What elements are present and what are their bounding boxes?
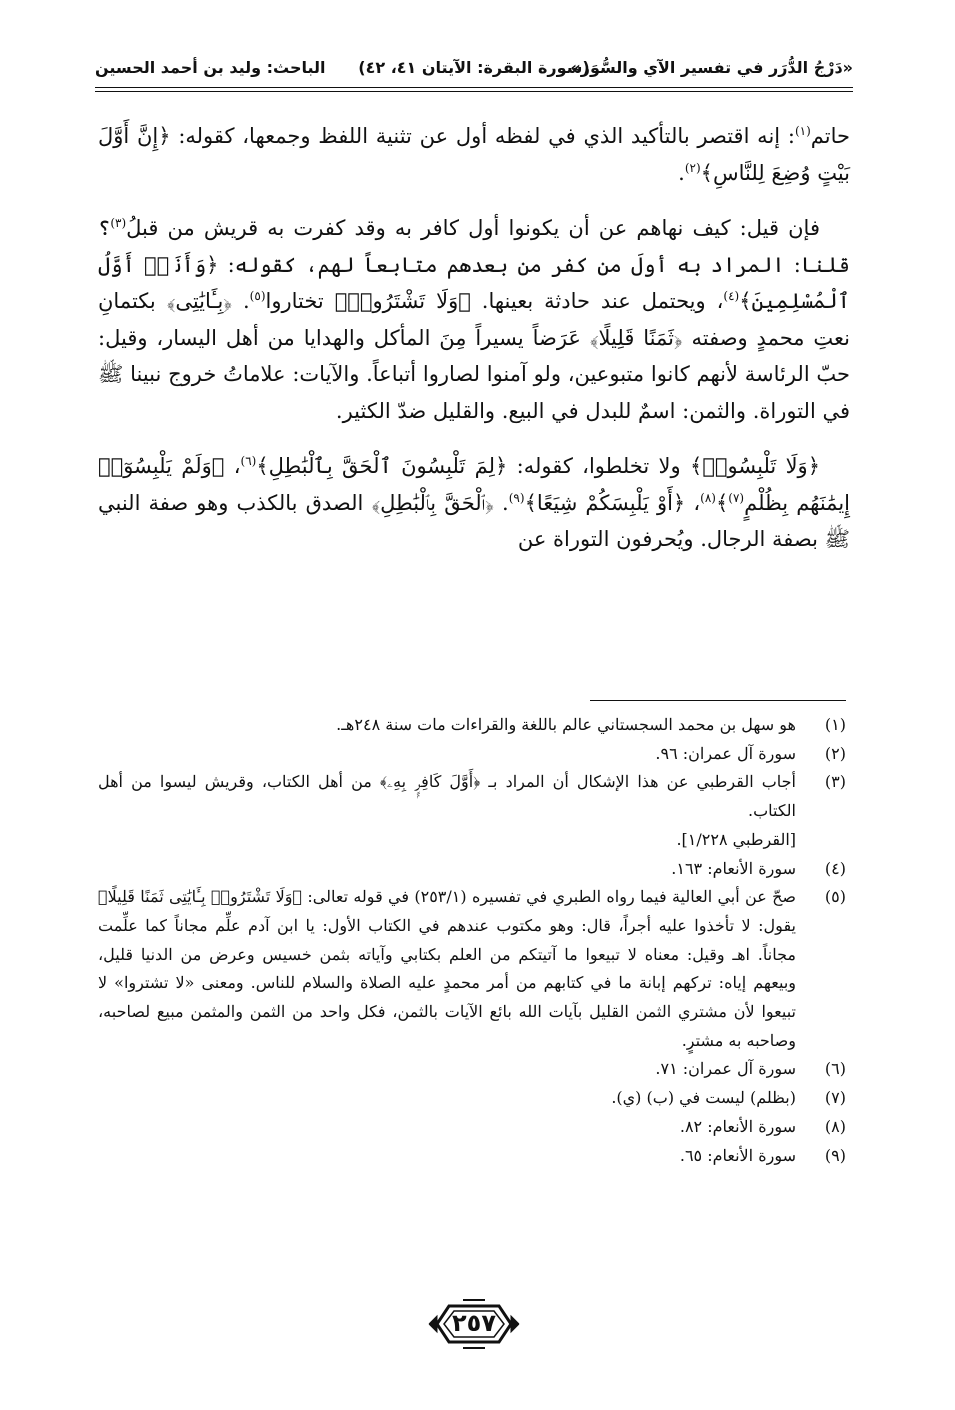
paragraph-3	[98, 448, 850, 558]
quran-quote: ﴿ٱلْحَقَّ بِٱلْبَٰطِلِ﴾	[371, 490, 494, 515]
footnote-item	[98, 855, 846, 884]
text-run: ولا تخلطوا، كقوله:	[507, 454, 691, 478]
page-number: ٢٥٧	[452, 1309, 496, 1337]
header-rule-thin	[95, 91, 853, 92]
footnote-text: سورة آل عمران: ٩٦.	[655, 743, 796, 763]
quran-quote: ﴿وَلَا تَلْبِسُوا۟﴾	[690, 454, 821, 478]
quran-quote: ﴿وَأَنَا۠ أَوَّلُ ٱلْمُسْلِمِينَ﴾	[98, 252, 850, 313]
text-run: .	[232, 289, 250, 313]
footnote-item	[98, 1084, 846, 1113]
quran-quote-close: ﴾	[715, 490, 729, 515]
footnote-item	[98, 711, 846, 740]
text-run: تختاروا	[265, 289, 335, 313]
footnote-number: (٢)	[824, 743, 846, 763]
text-run: فإن قيل: كيف نهاهم عن أن يكونوا أول كافر به وقد كفرت به قريش من قبلُ	[126, 216, 820, 240]
footnote-text: هو سهل بن محمد السجستاني عالم باللغة والقراءات مات سنة ٢٤٨هـ.	[336, 715, 796, 734]
footnote-number: (٧)	[824, 1088, 846, 1108]
text-run: .	[678, 160, 685, 185]
footnote-ref-8[interactable]: (٨)	[700, 490, 716, 505]
footnote-number: (٦)	[824, 1059, 846, 1079]
footnote-number: (٩)	[824, 1145, 846, 1165]
quran-quote: ﴿إِنَّ أَوَّلَ بَيْتٍ وُضِعَ لِلنَّاسِ﴾	[98, 124, 850, 185]
quran-quote: ﴿أَوْ يَلْبِسَكُمْ شِيَعًا﴾	[524, 490, 686, 515]
footnote-ref-5[interactable]: (٥)	[249, 289, 266, 303]
header-rule	[95, 87, 853, 88]
running-header	[95, 58, 853, 86]
text-run: : إنه اقتصر بالتأكيد الذي في لفظه أول عن تثنية اللفظ وجمعها، كقوله:	[170, 124, 795, 148]
main-text	[98, 118, 850, 577]
text-run: ،	[685, 490, 701, 515]
footnote-number: (٨)	[824, 1116, 846, 1136]
footnote-text: أجاب القرطبي عن هذا الإشكال أن المراد بـ ﴿أَوَّلَ كَافِرٍۭ بِهِۦ﴾ من أهل الكتاب، وقريش ليسوا من أهل الكتاب.	[98, 772, 796, 821]
footnote-item	[98, 1113, 846, 1142]
footnote-text: سورة آل عمران: ٧١.	[655, 1059, 796, 1079]
surah-reference: (سورة البقرة: الآيتان ٤١، ٤٢)	[358, 58, 590, 77]
footnote-item	[98, 768, 846, 854]
text-run: حاتم	[810, 124, 850, 148]
footnote-ref-2[interactable]: (٢)	[684, 160, 701, 175]
footnote-text: سورة الأنعام: ٦٥.	[679, 1145, 796, 1165]
footnote-separator	[590, 700, 846, 701]
text-run: الصدق بالكذب وهو صفة النبي ﷺ بصفة الرجال. ويُحرفون التوراة عن	[98, 490, 850, 551]
footnote-item	[98, 1142, 846, 1171]
footnote-text-block	[98, 768, 806, 854]
quran-quote: ﴿لِمَ تَلْبِسُونَ ٱلْحَقَّ بِٱلْبَٰطِلِ﴾	[256, 454, 508, 478]
page-number-ornament	[427, 1298, 521, 1350]
footnote-item	[98, 1055, 846, 1084]
text-run: ؟ قلنا: المراد به أولَ من كفر من بعدهم متابعاً لهم، كقوله:	[98, 216, 850, 277]
text-run: ،	[224, 454, 241, 478]
quran-quote: ﴿وَلَمْ يَلْبِسُوٓا۟ إِيمَٰنَهُم بِظُلْمٍ	[98, 454, 851, 515]
footnote-ref-9[interactable]: (٩)	[508, 490, 525, 505]
footnote-text: (بظلم) ليست في (ب) (ي).	[611, 1088, 796, 1108]
footnote-item	[98, 883, 846, 1055]
footnotes	[98, 711, 846, 1170]
quran-quote: ﴿بِـَٔايَٰتِى﴾	[166, 289, 233, 313]
footnote-text: سورة الأنعام: ١٦٣.	[671, 858, 796, 878]
footnote-item	[98, 740, 846, 769]
text-run: بكتمانِ نعتِ محمدٍ وصفته	[98, 289, 850, 350]
footnote-text: صحّ عن أبي العالية فيما رواه الطبري في تفسيره (٢٥٣/١) في قوله تعالى: ﴿وَلَا تَشْتَرُوا۟ بِـَٔايَٰتِى ثَمَنًا قَلِيلًا﴾ يقول: لا تأخذوا عليه أجراً، قال: وهو مكتوب عندهم في الكتاب الأول: يا ابن آدم علِّم مجاناً كما علِّمت مجاناً. اهـ وقيل: معناه لا تبيعوا ما آتيتكم من العلم بكتابي وآياته بثمن خسيس وعرض من الدنيا قليل، وبيعهم إياه: تركهم إبانة ما في كتابهم من أمر محمدٍ عليه الصلاة والسلام للناس. ومعنى «لا تشتروا» لا تبيعوا لأن مشتري الثمن القليل بآيات الله بائع الآيات بالثمن، فكل واحد من الثمن والمثمن مبيع لصاحبه، وصاحبه به مشترٍ.	[98, 887, 797, 1050]
footnote-ref-1[interactable]: (١)	[794, 124, 811, 138]
quran-quote: ﴿ثَمَنًا قَلِيلًا﴾	[589, 325, 683, 350]
footnote-number: (٤)	[824, 858, 846, 878]
quran-quote: ﴿وَلَا تَشْتَرُوا۟﴾	[334, 289, 471, 313]
footnote-ref-6[interactable]: (٦)	[240, 454, 257, 468]
footnote-text: سورة الأنعام: ٨٢.	[679, 1116, 796, 1136]
footnote-citation: [القرطبي ١/٢٢٨].	[676, 829, 796, 849]
text-run: عَرَضاً يسيراً مِنَ المأكل والهدايا من أهل اليسار، وقيل: حبّ الرئاسة لأنهم كانوا متبوعين، ولو آمنوا لصاروا أتباعاً. والآيات: علاماتُ خروج نبينا ﷺ في التوراة. والثمن: اسمٌ للبدل في البيع. والقليل ضدّ الكثير.	[98, 325, 850, 423]
researcher-name: الباحث: وليد بن أحمد الحسين	[95, 58, 326, 77]
text-run: .	[493, 490, 509, 515]
footnote-number: (١)	[824, 715, 846, 734]
text-run: ، ويحتمل عند حادثة بعينها.	[470, 289, 724, 313]
paragraph-1	[98, 118, 850, 191]
footnote-number: (٥)	[824, 887, 846, 907]
footnote-ref-7[interactable]: (٧)	[728, 490, 745, 505]
footnote-ref-4[interactable]: (٤)	[723, 289, 740, 303]
footnote-number: (٣)	[824, 772, 846, 792]
footnote-ref-3[interactable]: (٣)	[110, 216, 127, 230]
book-title: «دَرْجُ الدُّرَر في تفسير الآي والسُّوَر»	[570, 58, 853, 77]
paragraph-2	[98, 210, 850, 429]
